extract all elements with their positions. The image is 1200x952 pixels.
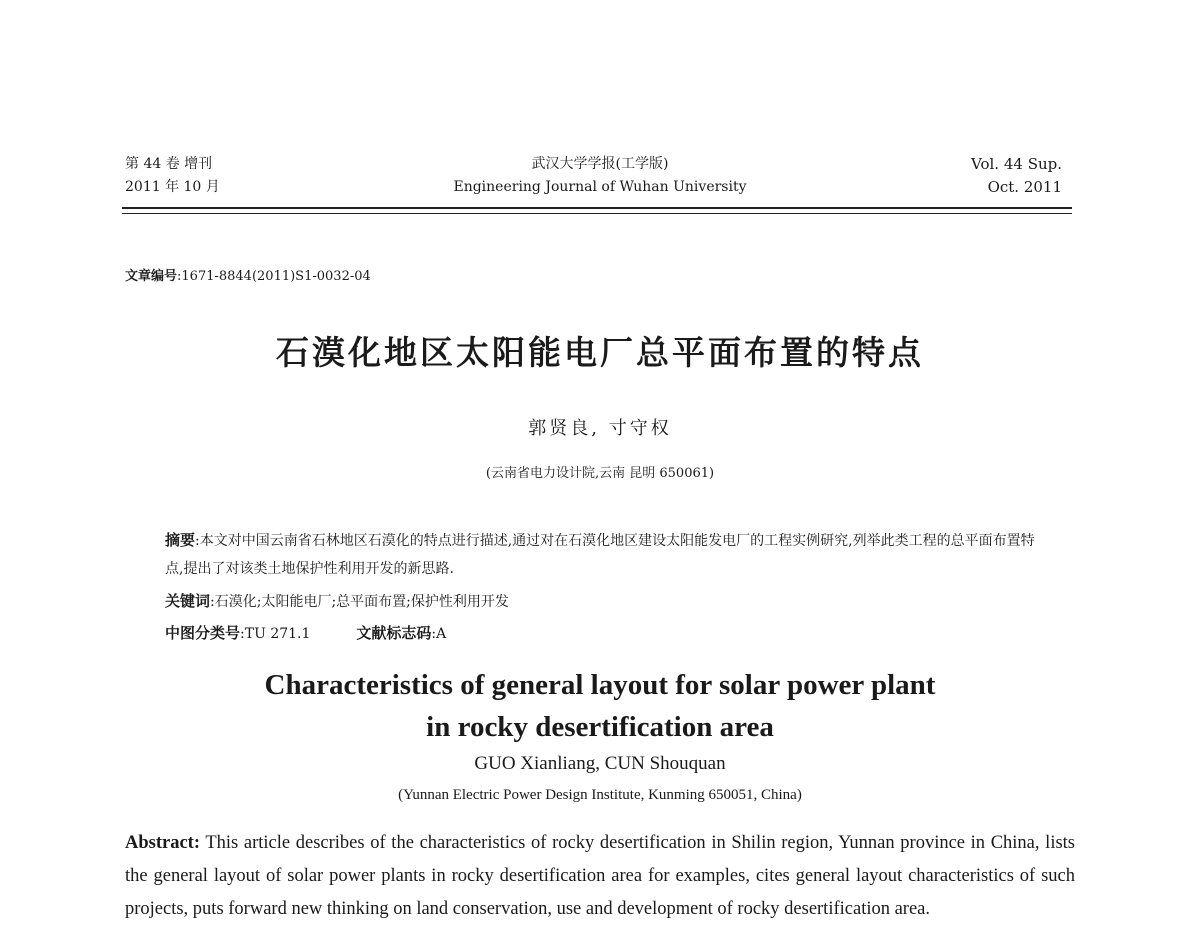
header-rule-thick	[122, 207, 1072, 209]
article-number-label: 文章编号	[125, 269, 178, 284]
affiliation-en: (Yunnan Electric Power Design Institute, Kunming 650051, China)	[398, 787, 802, 803]
abstract-en-label: Abstract:	[125, 833, 201, 853]
keywords-cn-label: 关键词	[165, 592, 211, 610]
abstract-en-text: This article describes of the characteristics of rocky desertification in Shilin region, Yunnan province in China, lists the general layout of solar power plants in rocky desertification area for examples, cites general layout characteristics of such projects, puts forward new thinking on land conservation, use and development of rocky desertification area.	[125, 833, 1075, 919]
abstract-cn-text: :本文对中国云南省石林地区石漠化的特点进行描述,通过对在石漠化地区建设太阳能发电厂的工程实例研究,列举此类工程的总平面布置特点,提出了对该类土地保护性利用开发的新思路.	[165, 533, 1035, 577]
paper-title-en-line1: Characteristics of general layout for solar power plant	[264, 669, 936, 701]
clc-value: :TU 271.1	[240, 626, 311, 642]
header-rule-thin	[122, 213, 1072, 214]
journal-name	[380, 153, 820, 199]
classification-line	[165, 622, 446, 643]
abstract-cn-label: 摘要	[165, 531, 196, 549]
journal-issue-info	[125, 153, 220, 199]
journal-name-en: Engineering Journal of Wuhan University	[453, 179, 747, 195]
doc-code-label: 文献标志码	[356, 624, 432, 642]
paper-title-en	[150, 664, 1050, 748]
date-en: Oct. 2011	[987, 178, 1062, 196]
doc-code-value: :A	[431, 626, 447, 642]
keywords-cn	[165, 590, 509, 611]
abstract-cn	[165, 526, 1045, 583]
authors-en: GUO Xianliang, CUN Shouquan	[474, 753, 726, 774]
keywords-cn-text: :石漠化;太阳能电厂;总平面布置;保护性利用开发	[210, 594, 509, 610]
article-number	[125, 265, 371, 284]
volume-cn: 第 44 卷 增刊	[125, 156, 213, 172]
journal-name-cn: 武汉大学学报(工学版)	[531, 156, 669, 172]
affiliation-cn: (云南省电力设计院,云南 昆明 650061)	[485, 466, 715, 481]
authors-cn: 郭贤良, 寸守权	[528, 418, 672, 439]
paper-title-cn: 石漠化地区太阳能电厂总平面布置的特点	[276, 333, 924, 372]
abstract-en	[125, 827, 1075, 926]
article-number-value: :1671-8844(2011)S1-0032-04	[177, 269, 371, 284]
paper-title-en-line2: in rocky desertification area	[426, 711, 774, 743]
date-cn: 2011 年 10 月	[125, 179, 220, 195]
journal-issue-info-en	[971, 153, 1062, 199]
volume-en: Vol. 44 Sup.	[971, 155, 1062, 173]
clc-label: 中图分类号	[165, 624, 241, 642]
